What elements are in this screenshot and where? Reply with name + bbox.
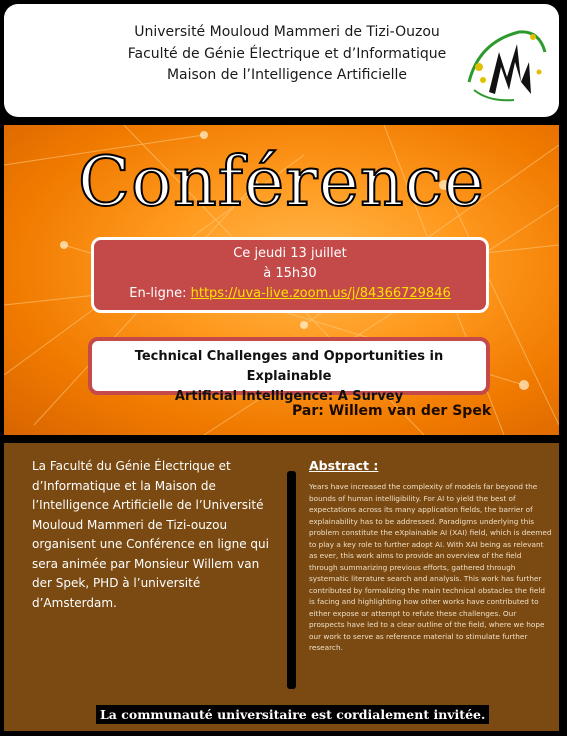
details-panel (4, 443, 559, 731)
topic-box (88, 337, 490, 404)
online-line (94, 284, 486, 304)
topic-line-1: Technical Challenges and Opportunities in Explainable (134, 349, 444, 384)
time-line: à 15h30 (263, 266, 317, 281)
abstract-text: Years have increased the complexity of models far beyond the bounds of human intelligibility. For AI to yield the best of expectations across its many application fields, the barrier of explainability has to be addressed. Paradigms underlying this problem constitute the eXplainable AI (XAI) field, which is deemed to play a key role to further adopt AI. With XAI being as relevant as ever, this work aims to provide an overview of the field through summarizing previous efforts, gathered through systematic literature search and analysis. This work has further contributed by formalizing the main technical obstacles the field is facing and highlighting how other works have contributed to either expose or attempt to refute these challenges. Our prospects have led to a clear outline of the field, where we hope our work to serve as reference material to stimulate further research. (309, 482, 552, 652)
event-description: La Faculté du Génie Électrique et d’Informatique et la Maison de l’Intelligence Artificielle de l’Université Mouloud Mammeri de Tizi-ouzou organisent une Conférence en ligne qui sera animée par Monsieur Willem van der Spek, PHD à l’université d’Amsterdam. (32, 459, 269, 610)
conference-title: Conférence (77, 143, 486, 222)
conference-banner (4, 125, 559, 435)
header-panel (4, 4, 559, 117)
online-label: En-ligne: (129, 286, 191, 301)
date-line: Ce jeudi 13 juillet (233, 246, 347, 261)
abstract-title: Abstract : (309, 458, 379, 473)
column-divider (287, 471, 296, 689)
zoom-link[interactable]: https://uva-live.zoom.us/j/84366729846 (190, 286, 451, 301)
institution-block (122, 22, 452, 87)
invitation-line: La communauté universitaire est cordialement invitée. (96, 705, 489, 724)
university-logo-icon (459, 22, 549, 110)
speaker-name: Par: Willem van der Spek (292, 403, 492, 419)
ai-house-name: Maison de l’Intelligence Artificielle (166, 67, 408, 83)
faculty-name: Faculté de Génie Électrique et d’Informatique (127, 45, 447, 62)
date-box (91, 237, 489, 313)
university-name: Université Mouloud Mammeri de Tizi-Ouzou (134, 24, 440, 40)
topic-line-2: Artificial Intelligence: A Survey (174, 389, 404, 404)
